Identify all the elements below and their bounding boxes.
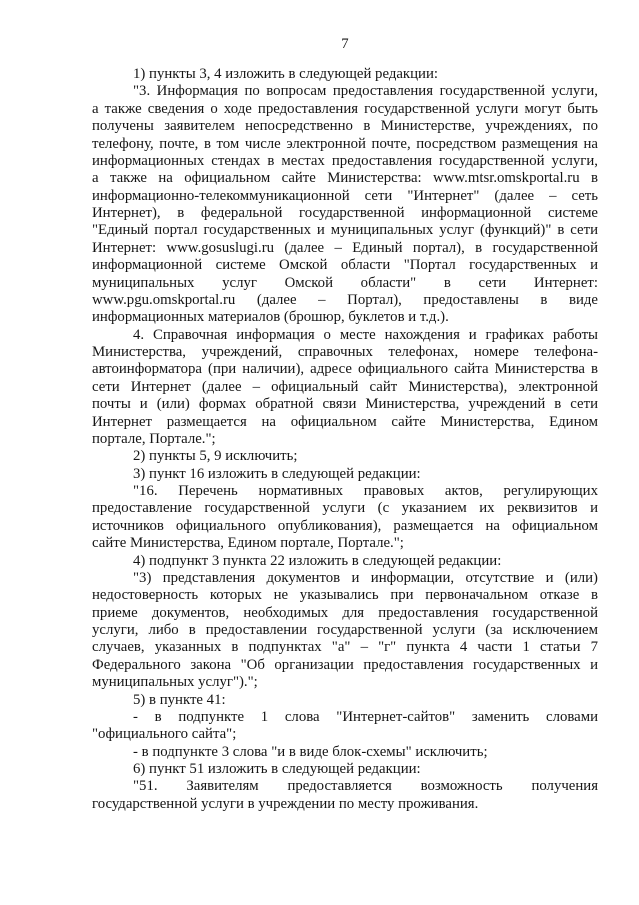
text-line: Интернет), в федеральной государственной информационной системе: [92, 205, 598, 221]
text-line: Министерства, учреждений, справочных телефонах, номере телефона-: [92, 344, 598, 360]
text-line: информационно-телекоммуникационной сети "Интернет" (далее – сеть: [92, 187, 598, 204]
text-line: "51. Заявителям предоставляется возможность получения: [133, 778, 598, 795]
text-line: государственной услуги в учреждении по месту проживания.: [92, 795, 479, 812]
text-line: - в подпункте 3 слова "и в виде блок-схемы" исключить;: [133, 743, 488, 760]
text-line: недостоверность которых не указывались при первоначальном отказе в: [92, 587, 598, 604]
paragraph-clause-51: [92, 778, 598, 813]
text-line: муниципальных услуг").";: [92, 674, 258, 691]
page-number: 7: [341, 36, 349, 52]
text-line: портале, Портале.";: [92, 430, 216, 447]
text-line: почты и (или) формах обратной связи Министерства, учреждений в сети: [92, 396, 598, 413]
paragraph-item-3: [92, 466, 598, 483]
text-line: - в подпункте 1 слова "Интернет-сайтов" заменить словами: [133, 708, 598, 725]
text-line: услуги, либо в предоставлении государственной услуги (за исключением: [92, 622, 598, 638]
text-line: а также на официальном сайте Министерства: www.mtsr.omskportal.ru в: [92, 170, 598, 187]
text-line: 4. Справочная информация о месте нахождения и графиках работы: [133, 326, 598, 343]
text-line: "3. Информация по вопросам предоставления государственной услуги,: [133, 83, 598, 100]
text-line: "3) представления документов и информации, отсутствие и (или): [133, 569, 598, 586]
text-line: автоинформатора (при наличии), адресе официального сайта Министерства в: [92, 361, 598, 378]
text-line: предоставление государственной услуги (с указанием их реквизитов и: [92, 500, 598, 517]
text-line: а также сведения о ходе предоставления государственной услуги могут быть: [92, 100, 598, 117]
paragraph-item-2: [92, 448, 598, 465]
text-line: 6) пункт 51 изложить в следующей редакции:: [133, 761, 421, 777]
text-line: Федерального закона "Об организации предоставления государственных и: [92, 656, 598, 673]
text-line: Интернет: www.gosuslugi.ru (далее – Единый портал), в государственной: [92, 239, 598, 256]
text-line: "официального сайта";: [92, 726, 237, 743]
paragraph-subclause-3: [92, 570, 598, 692]
paragraph-dash-item-2: [92, 744, 598, 761]
paragraph-dash-item-1: [92, 709, 598, 744]
text-line: Интернет размещается на официальном сайте Министерства, Едином: [92, 413, 598, 430]
text-line: получены заявителем непосредственно в Министерстве, учреждениях, по: [92, 118, 598, 135]
text-line: 1) пункты 3, 4 изложить в следующей редакции:: [133, 66, 438, 82]
text-line: источников официального опубликования), размещается на официальном: [92, 517, 598, 534]
document-body: [92, 66, 598, 813]
text-line: информационной системе Омской области "Портал государственных и: [92, 257, 598, 274]
paragraph-clause-4: [92, 327, 598, 449]
paragraph-clause-3: [92, 83, 598, 326]
text-line: сети Интернет (далее – официальный сайт Министерства), электронной: [92, 378, 598, 395]
paragraph-clause-16: [92, 483, 598, 553]
paragraph-item-5: [92, 692, 598, 709]
text-line: www.pgu.omskportal.ru (далее – Портал), предоставлены в виде: [92, 291, 598, 308]
text-line: случаев, указанных в подпунктах "а" – "г" пункта 4 части 1 статьи 7: [92, 639, 598, 656]
text-line: 5) в пункте 41:: [133, 691, 226, 708]
text-line: приеме документов, необходимых для предоставления государственной: [92, 604, 598, 621]
text-line: 4) подпункт 3 пункта 22 изложить в следующей редакции:: [133, 552, 502, 569]
text-line: информационных стендах в местах предоставления государственной услуги,: [92, 152, 598, 169]
paragraph-item-4: [92, 553, 598, 570]
paragraph-item-1: [92, 66, 598, 83]
text-line: 2) пункты 5, 9 исключить;: [133, 448, 298, 465]
text-line: муниципальных услуг Омской области" в сети Интернет:: [92, 274, 598, 291]
text-line: 3) пункт 16 изложить в следующей редакции:: [133, 465, 421, 482]
paragraph-item-6: [92, 761, 598, 778]
text-line: "16. Перечень нормативных правовых актов, регулирующих: [133, 483, 598, 499]
text-line: телефону, почте, в том числе электронной почте, посредством размещения на: [92, 135, 598, 152]
text-line: "Единый портал государственных и муниципальных услуг (функций)" в сети: [92, 222, 598, 239]
text-line: информационных материалов (брошюр, буклетов и т.д.).: [92, 309, 449, 326]
text-line: сайте Министерства, Едином портале, Портале.";: [92, 535, 404, 552]
